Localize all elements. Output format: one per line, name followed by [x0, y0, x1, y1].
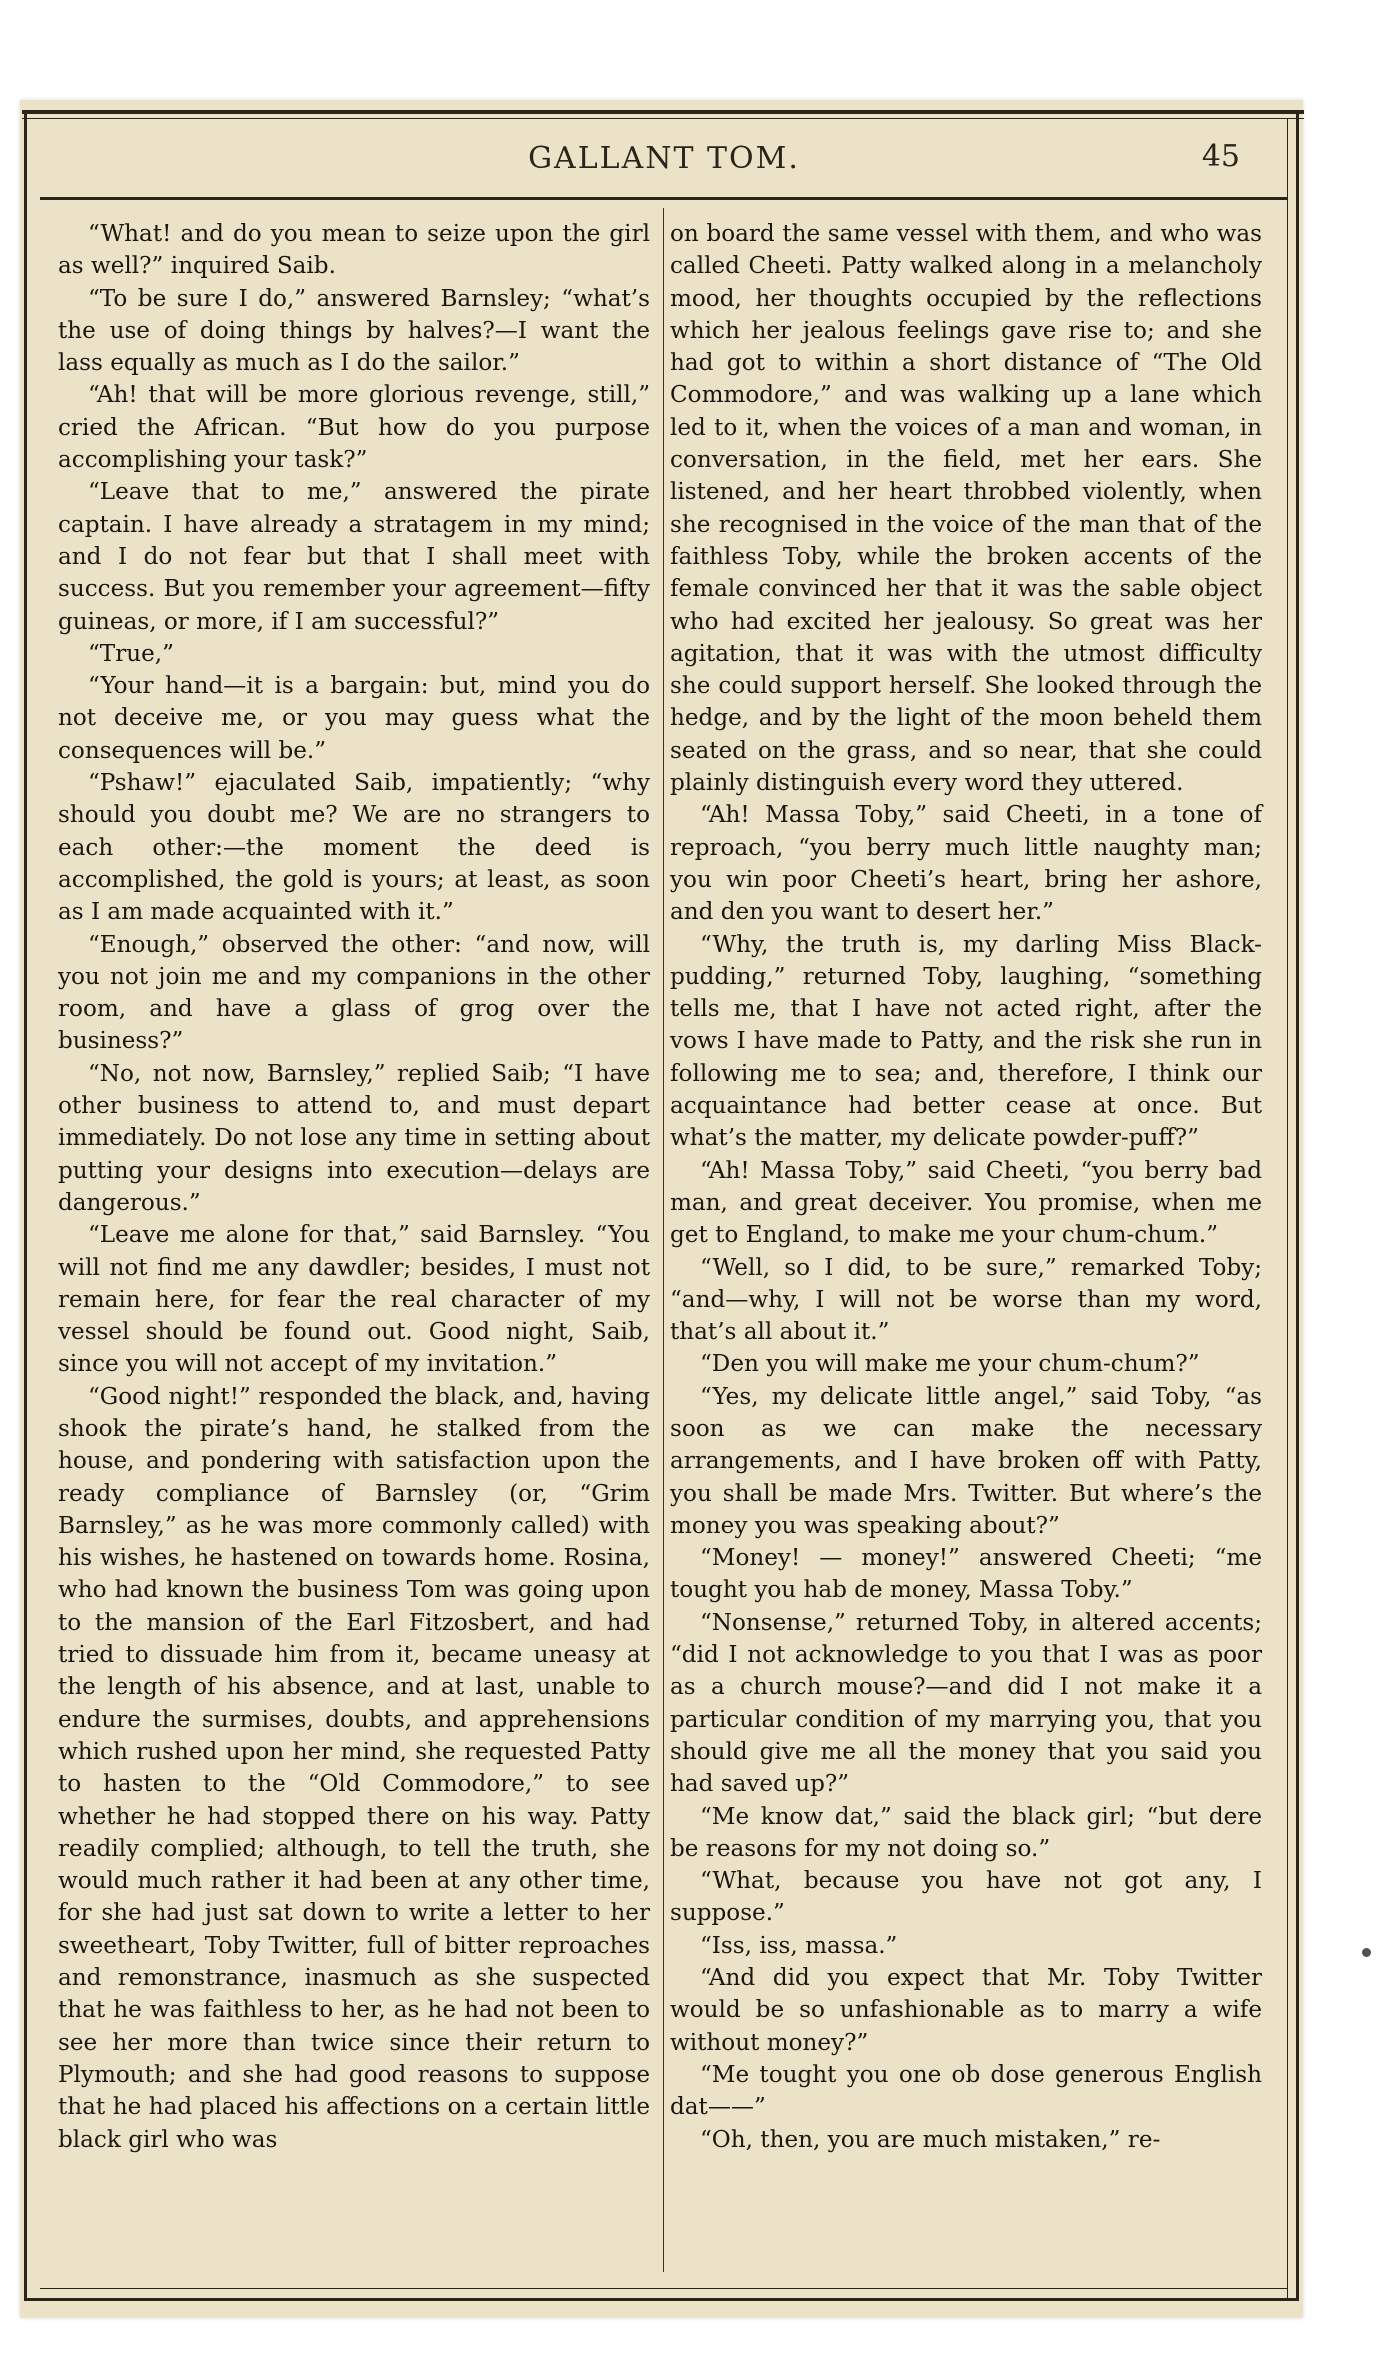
column-divider: [663, 208, 664, 2272]
header-rule: [40, 197, 1288, 200]
frame-left-rule: [24, 110, 27, 2300]
margin-ink-dot: [1362, 1948, 1371, 1957]
paragraph: “Nonsense,” returned Toby, in altered accents; “did I not acknowledge to you that I was as poor as a church mouse?—and did I not make it a particular condition of my marrying you, that you should give me all the money that you said you had saved up?”: [670, 1609, 1262, 1798]
page-number: 45: [1201, 139, 1240, 174]
paragraph: “Why, the truth is, my darling Miss Black-pudding,” returned Toby, laughing, “something tells me, that I have not acted right, after the vows I have made to Patty, and the risk she run in following me to sea; and, therefore, I think our acquaintance had better cease at once. But what’s the matter, my delicate powder-puff?”: [670, 931, 1262, 1152]
paragraph: “To be sure I do,” answered Barnsley; “what’s the use of doing things by halves?—I want the lass equally as much as I do the sailor.”: [58, 285, 650, 377]
paragraph: “Well, so I did, to be sure,” remarked Toby; “and—why, I will not be worse than my word, that’s all about it.”: [670, 1254, 1262, 1346]
paragraph: “Pshaw!” ejaculated Saib, impatiently; “why should you doubt me? We are no strangers to each other:—the moment the deed is accomplished, the gold is yours; at least, as soon as I am made acquainted with it.”: [58, 770, 650, 926]
paragraph: “What! and do you mean to seize upon the girl as well?” inquired Saib.: [58, 221, 650, 280]
paragraph-continuation: on board the same vessel with them, and who was called Cheeti. Patty walked along in a melancholy mood, her thoughts occupied by the reflections which her jealous feelings gave rise to; and she had got to within a short distance of “The Old Commodore,” and was walking up a lane which led to it, when the voices of a man and woman, in conversation, in the field, met her ears. She listened, and her heart throbbed violently, when she recognised in the voice of the man that of the faithless Toby, while the broken accents of the female convinced her that it was the sable object who had excited her jealousy. So great was her agitation, that it was with the utmost difficulty she could support herself. She looked through the hedge, and by the light of the moon beheld them seated on the grass, and so near, that she could plainly distinguish every word they uttered.: [670, 221, 1262, 797]
paragraph: “True,”: [88, 640, 174, 667]
frame-top-thin-rule: [22, 118, 1304, 119]
paragraph: “Yes, my delicate little angel,” said Toby, “as soon as we can make the necessary arrangements, and I have broken off with Patty, you shall be made Mrs. Twitter. But where’s the money you was speaking about?”: [670, 1383, 1262, 1539]
frame-top-rule: [22, 110, 1304, 114]
paragraph: “Enough,” observed the other: “and now, will you not join me and my companions in the other room, and have a glass of grog over the business?”: [58, 931, 650, 1055]
frame-right-rule: [1296, 110, 1299, 2300]
paragraph: “Your hand—it is a bargain: but, mind you do not deceive me, or you may guess what the consequences will be.”: [58, 673, 650, 764]
paragraph: “Leave me alone for that,” said Barnsley. “You will not find me any dawdler; besides, I must not remain here, for fear the real character of my vessel should be found out. Good night, Saib, since you will not accept of my invitation.”: [58, 1222, 650, 1378]
paragraph: “Me tought you one ob dose generous English dat——”: [670, 2061, 1262, 2121]
paragraph: “What, because you have not got any, I suppose.”: [670, 1868, 1262, 1927]
running-title: GALLANT TOM.: [528, 141, 800, 176]
paragraph: “And did you expect that Mr. Toby Twitter would be so unfashionable as to marry a wife without money?”: [670, 1965, 1262, 2056]
paragraph: “Ah! Massa Toby,” said Cheeti, in a tone of reproach, “you berry much little naughty man; you win poor Cheeti’s heart, bring her ashore, and den you want to desert her.”: [670, 802, 1262, 926]
paragraph: “Oh, then, you are much mistaken,” re-: [700, 2126, 1161, 2153]
frame-right-inner-rule: [1287, 118, 1288, 2300]
left-column: [58, 218, 650, 2156]
paragraph: “Money! — money!” answered Cheeti; “me tought you hab de money, Massa Toby.”: [670, 1545, 1262, 1604]
frame-bottom-thin-rule: [40, 2288, 1288, 2289]
paragraph: “Iss, iss, massa.”: [700, 1932, 898, 1959]
paragraph: “Ah! Massa Toby,” said Cheeti, “you berry bad man, and great deceiver. You promise, when me get to England, to make me your chum-chum.”: [670, 1157, 1262, 1249]
paragraph: “Den you will make me your chum-chum?”: [700, 1351, 1200, 1378]
frame-bottom-rule: [24, 2298, 1299, 2301]
paragraph: “Good night!” responded the black, and, having shook the pirate’s hand, he stalked from the house, and pondering with satisfaction upon the ready compliance of Barnsley (or, “Grim Barnsley,” as he was more commonly called) with his wishes, he hastened on towards home. Rosina, who had known the business Tom was going upon to the mansion of the Earl Fitzosbert, and had tried to dissuade him from it, became uneasy at the length of his absence, and at last, unable to endure the surmises, doubts, and apprehensions which rushed upon her mind, she requested Patty to hasten to the “Old Commodore,” to see whether he had stopped there on his way. Patty readily complied; although, to tell the truth, she would much rather it had been at any other time, for she had just sat down to write a letter to her sweetheart, Toby Twitter, full of bitter reproaches and remonstrance, inasmuch as she suspected that he was faithless to her, as he had not been to see her more than twice since their return to Plymouth; and she had good reasons to suppose that he had placed his affections on a certain little black girl who was: [58, 1383, 650, 2153]
right-column: [670, 218, 1262, 2156]
paragraph: “Leave that to me,” answered the pirate captain. I have already a stratagem in my mind; and I do not fear but that I shall meet with success. But you remember your agreement—fifty guineas, or more, if I am successful?”: [58, 479, 650, 635]
paragraph: “Me know dat,” said the black girl; “but dere be reasons for my not doing so.”: [670, 1803, 1262, 1862]
paragraph: “No, not now, Barnsley,” replied Saib; “I have other business to attend to, and must depart immediately. Do not lose any time in setting about putting your designs into execution—delays are dangerous.”: [58, 1060, 650, 1216]
paragraph: “Ah! that will be more glorious revenge, still,” cried the African. “But how do you purpose accomplishing your task?”: [58, 382, 650, 474]
running-head: [40, 125, 1288, 195]
